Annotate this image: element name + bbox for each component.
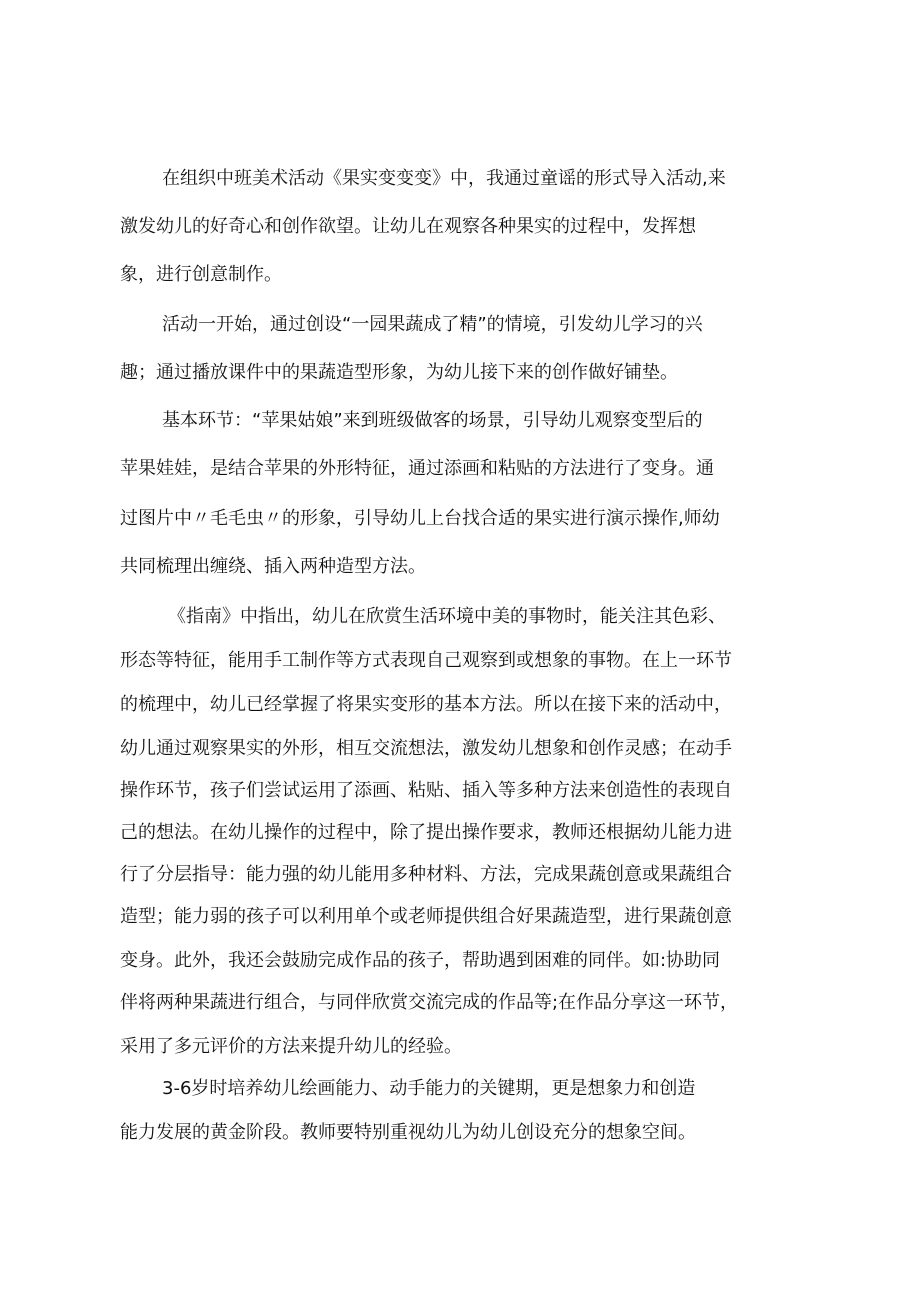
paragraph-2-line-1: 活动一开始，通过创设“一园果蔬成了精”的情境，引发幼儿学习的兴 (162, 314, 703, 335)
paragraph-4-line-10: 伴将两种果蔬进行组合，与同伴欣赏交流完成的作品等;在作品分享这一环节， (120, 992, 739, 1013)
paragraph-4-line-3: 的梳理中，幼儿已经掌握了将果实变形的基本方法。所以在接下来的活动中， (120, 694, 732, 715)
paragraph-1-line-1: 在组织中班美术活动《果实变变变》中，我通过童谣的形式导入活动,来 (162, 168, 726, 189)
paragraph-3-line-3: 过图片中〃毛毛虫〃的形象，引导幼儿上台找合适的果实进行演示操作,师幼 (120, 508, 720, 529)
paragraph-5-line-1: 3-6岁时培养幼儿绘画能力、动手能力的关键期，更是想象力和创造 (162, 1078, 696, 1099)
paragraph-4-line-5: 操作环节，孩子们尝试运用了添画、粘贴、插入等多种方法来创造性的表现自 (120, 780, 732, 801)
paragraph-2-line-2: 趣；通过播放课件中的果蔬造型形象，为幼儿接下来的创作做好铺垫。 (120, 362, 678, 383)
paragraph-3-line-1: 基本环节：“苹果姑娘”来到班级做客的场景，引导幼儿观察变型后的 (162, 410, 703, 431)
paragraph-4-line-6: 己的想法。在幼儿操作的过程中，除了提出操作要求，教师还根据幼儿能力进 (120, 822, 732, 843)
paragraph-4-line-4: 幼儿通过观察果实的外形，相互交流想法，激发幼儿想象和创作灵感；在动手 (120, 738, 732, 759)
paragraph-1-line-2: 激发幼儿的好奇心和创作欲望。让幼儿在观察各种果实的过程中，发挥想 (120, 216, 696, 237)
paragraph-4-line-1: 《指南》中指出，幼儿在欣赏生活环境中美的事物时，能关注其色彩、 (168, 606, 726, 627)
paragraph-4-line-2: 形态等特征，能用手工制作等方式表现自己观察到或想象的事物。在上一环节 (120, 650, 732, 671)
paragraph-4-line-9: 变身。此外，我还会鼓励完成作品的孩子，帮助遇到困难的同伴。如:协助同 (120, 950, 721, 971)
paragraph-4-line-8: 造型；能力弱的孩子可以利用单个或老师提供组合好果蔬造型，进行果蔬创意 (120, 906, 732, 927)
paragraph-3-line-2: 苹果娃娃，是结合苹果的外形特征，通过添画和粘贴的方法进行了变身。通 (120, 458, 714, 479)
paragraph-3-line-4: 共同梳理出缠绕、插入两种造型方法。 (120, 556, 426, 577)
paragraph-5-line-2: 能力发展的黄金阶段。教师要特别重视幼儿为幼儿创设充分的想象空间。 (120, 1122, 696, 1143)
paragraph-4-line-11: 采用了多元评价的方法来提升幼儿的经验。 (120, 1036, 462, 1057)
paragraph-4-line-7: 行了分层指导：能力强的幼儿能用多种材料、方法，完成果蔬创意或果蔬组合 (120, 864, 732, 885)
paragraph-1-line-3: 象，进行创意制作。 (120, 264, 282, 285)
